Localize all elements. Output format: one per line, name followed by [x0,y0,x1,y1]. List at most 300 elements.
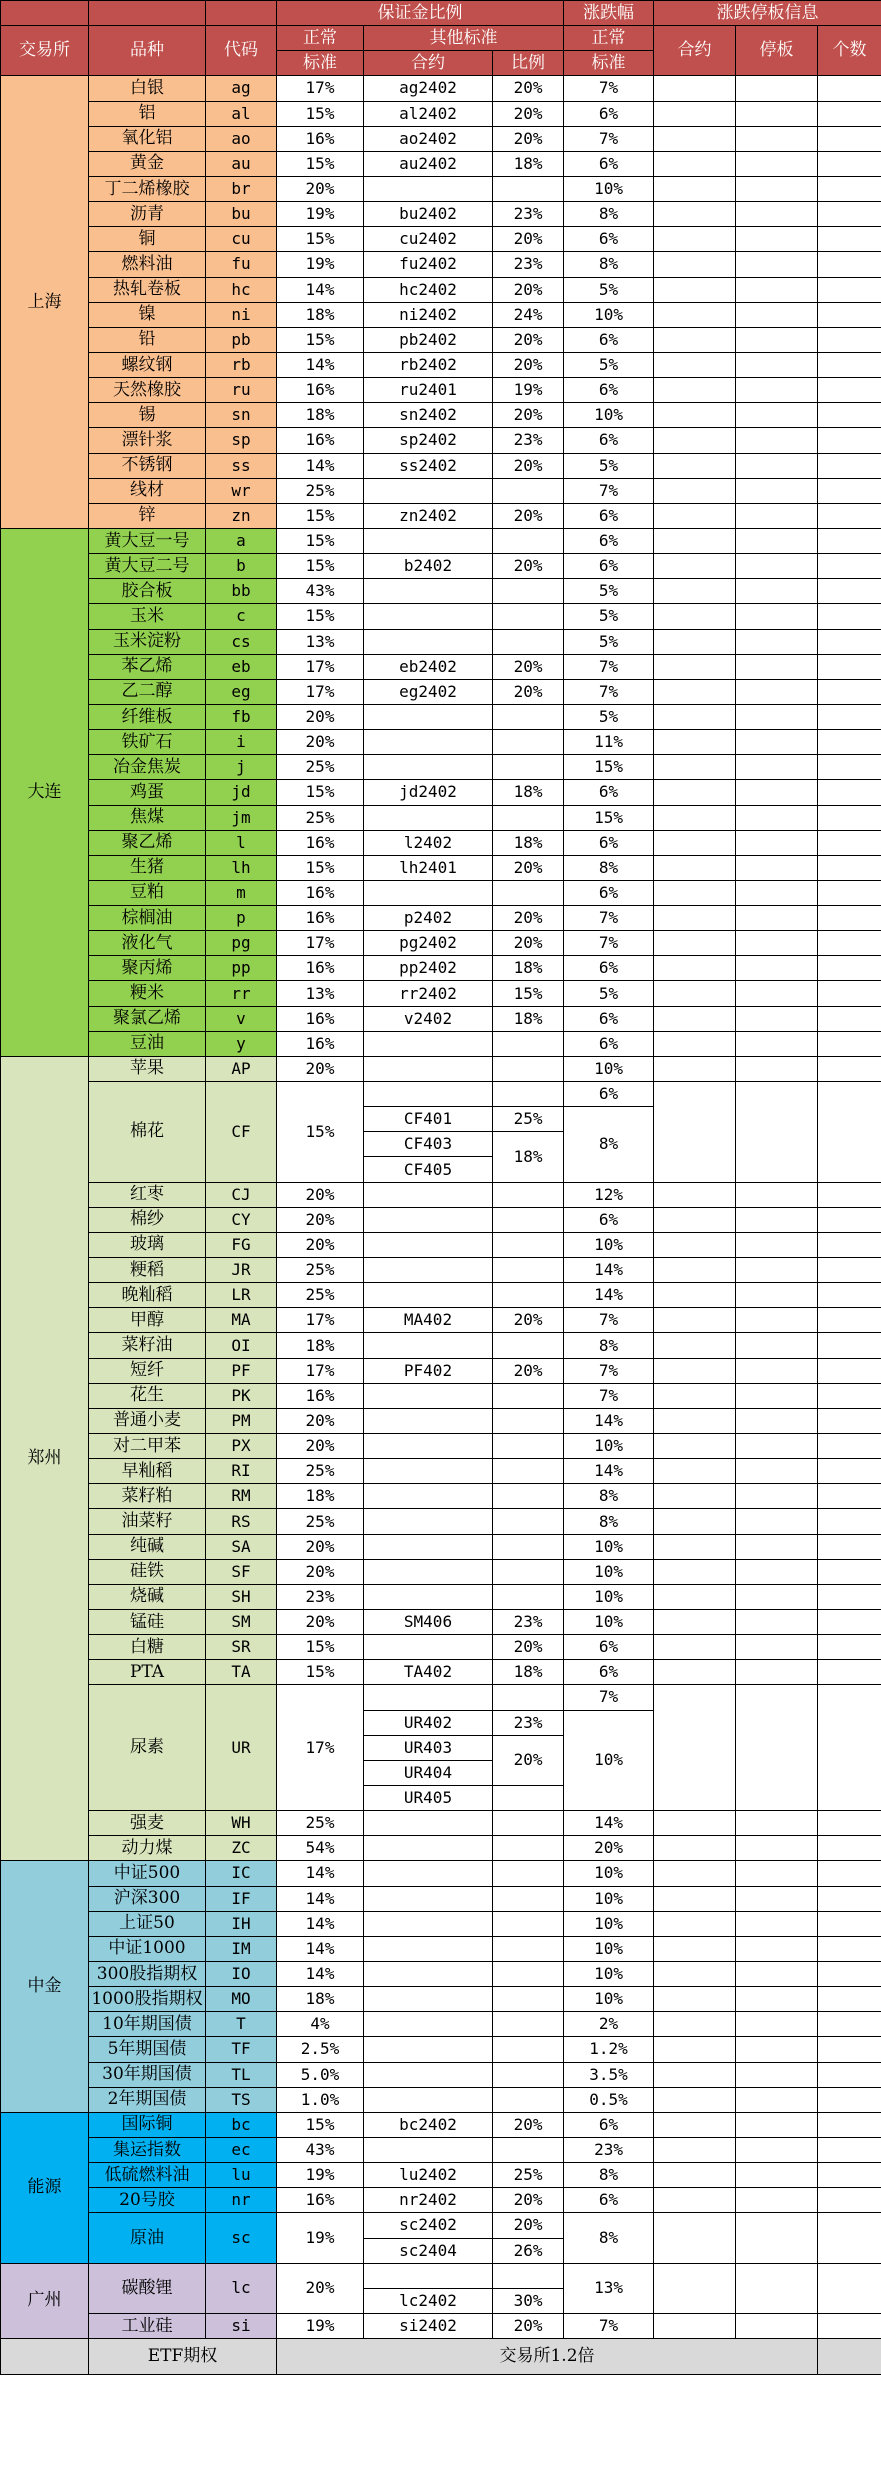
other-ratio [493,880,564,905]
limit-info-cell [818,1408,881,1433]
limit-info-cell [654,453,736,478]
limit-standard: 6% [564,1635,654,1660]
product-code: CJ [206,1182,277,1207]
limit-info-cell [736,1333,818,1358]
margin-standard: 20% [277,176,364,201]
limit-info-cell [818,176,881,201]
limit-standard: 8% [564,1107,654,1182]
other-ratio [493,1685,564,1710]
limit-info-cell [736,2037,818,2062]
limit-info-cell [818,1258,881,1283]
header-limit-info-group: 涨跌停板信息 [654,1,881,26]
limit-info-cell [818,2012,881,2037]
margin-standard: 4% [277,2012,364,2037]
product-name: 30年期国债 [89,2062,206,2087]
limit-standard: 6% [564,956,654,981]
other-ratio [493,1534,564,1559]
margin-standard: 15% [277,503,364,528]
other-ratio [493,1911,564,1936]
product-code: c [206,604,277,629]
product-code: si [206,2313,277,2338]
table-row [1,1509,881,1534]
product-name: 甲醇 [89,1308,206,1333]
limit-info-cell [654,1936,736,1961]
margin-standard: 20% [277,1610,364,1635]
limit-info-cell [654,378,736,403]
limit-standard: 7% [564,931,654,956]
product-name: 锌 [89,503,206,528]
limit-standard: 8% [564,252,654,277]
margin-standard: 19% [277,252,364,277]
other-ratio [493,1987,564,2012]
limit-standard: 6% [564,1660,654,1685]
limit-info-cell [818,704,881,729]
limit-info-cell [818,2062,881,2087]
limit-info-cell [818,1509,881,1534]
limit-info-cell [654,428,736,453]
product-code: AP [206,1056,277,1081]
table-row [1,1258,881,1283]
exchange-name: 上海 [1,76,89,529]
margin-standard: 15% [277,528,364,553]
other-contract [364,1534,493,1559]
limit-info-cell [736,503,818,528]
margin-standard: 15% [277,151,364,176]
table-row [1,327,881,352]
other-contract: nr2402 [364,2188,493,2213]
limit-info-cell [736,1408,818,1433]
margin-standard: 18% [277,1484,364,1509]
other-ratio [493,1383,564,1408]
other-ratio: 20% [493,2313,564,2338]
table-row [1,2087,881,2112]
limit-info-cell [654,755,736,780]
limit-info-cell [818,654,881,679]
table-row [1,2213,881,2238]
other-ratio: 20% [493,2213,564,2238]
limit-info-cell [818,2087,881,2112]
product-code: IM [206,1936,277,1961]
limit-info-cell [818,981,881,1006]
other-ratio [493,1811,564,1836]
limit-info-cell [654,1584,736,1609]
table-row [1,1358,881,1383]
margin-standard: 19% [277,2213,364,2263]
limit-info-cell [736,1660,818,1685]
other-contract [364,2062,493,2087]
product-code: rb [206,352,277,377]
limit-info-cell [736,1031,818,1056]
other-ratio [493,805,564,830]
product-name: 线材 [89,478,206,503]
limit-info-cell [654,2037,736,2062]
other-contract: eb2402 [364,654,493,679]
table-row [1,1283,881,1308]
product-code: cs [206,629,277,654]
limit-standard: 5% [564,579,654,604]
limit-info-cell [736,252,818,277]
product-code: v [206,1006,277,1031]
limit-info-cell [736,1358,818,1383]
other-ratio [493,1836,564,1861]
limit-info-cell [818,1584,881,1609]
margin-standard: 17% [277,76,364,101]
other-contract [364,1232,493,1257]
limit-info-cell [818,1383,881,1408]
margin-standard: 16% [277,428,364,453]
limit-info-cell [736,730,818,755]
other-ratio: 20% [493,1635,564,1660]
product-name: 纯碱 [89,1534,206,1559]
limit-standard: 7% [564,1358,654,1383]
other-contract: sc2404 [364,2238,493,2263]
other-contract: pp2402 [364,956,493,981]
table-row [1,2313,881,2338]
margin-standard: 16% [277,956,364,981]
limit-standard: 10% [564,1232,654,1257]
limit-info-cell [736,1811,818,1836]
limit-info-cell [654,1961,736,1986]
limit-standard: 6% [564,528,654,553]
table-row [1,1635,881,1660]
other-ratio: 20% [493,453,564,478]
other-contract [364,1509,493,1534]
table-row [1,1610,881,1635]
other-ratio: 20% [493,654,564,679]
limit-info-cell [736,755,818,780]
other-contract [364,1408,493,1433]
limit-info-cell [736,906,818,931]
table-row [1,1434,881,1459]
other-contract: lh2401 [364,855,493,880]
limit-info-cell [818,101,881,126]
other-contract: fu2402 [364,252,493,277]
limit-info-cell [736,202,818,227]
other-contract [364,805,493,830]
product-code: CY [206,1207,277,1232]
limit-standard: 10% [564,1961,654,1986]
product-name: 苯乙烯 [89,654,206,679]
table-row [1,428,881,453]
limit-standard: 10% [564,1584,654,1609]
other-contract: lu2402 [364,2163,493,2188]
limit-standard: 7% [564,679,654,704]
margin-standard: 20% [277,1207,364,1232]
table-row [1,906,881,931]
table-row [1,654,881,679]
limit-standard: 7% [564,126,654,151]
product-code: MA [206,1308,277,1333]
margin-standard: 15% [277,604,364,629]
product-name: PTA [89,1660,206,1685]
other-ratio [493,1459,564,1484]
table-row [1,554,881,579]
other-ratio [493,579,564,604]
margin-standard: 25% [277,1811,364,1836]
header-standard: 标准 [277,51,364,76]
other-contract [364,1987,493,2012]
limit-info-cell [736,880,818,905]
product-code: SF [206,1559,277,1584]
limit-info-cell [654,956,736,981]
product-code: SM [206,1610,277,1635]
limit-info-cell [654,931,736,956]
other-contract [364,478,493,503]
limit-info-cell [818,1635,881,1660]
limit-info-cell [818,503,881,528]
limit-info-cell [818,780,881,805]
other-ratio [493,1207,564,1232]
other-ratio [493,755,564,780]
product-code: pb [206,327,277,352]
product-name: 沥青 [89,202,206,227]
product-name: 硅铁 [89,1559,206,1584]
limit-info-cell [654,880,736,905]
limit-info-cell [818,604,881,629]
product-code: ag [206,76,277,101]
other-ratio [493,604,564,629]
header-info-stop: 停板 [736,26,818,76]
table-row [1,1408,881,1433]
margin-standard: 15% [277,1635,364,1660]
product-name: 冶金焦炭 [89,755,206,780]
limit-info-cell [654,1886,736,1911]
margin-standard: 14% [277,1911,364,1936]
product-code: WH [206,1811,277,1836]
product-code: j [206,755,277,780]
table-row [1,1308,881,1333]
limit-standard: 12% [564,1182,654,1207]
limit-info-cell [736,1082,818,1183]
limit-info-cell [818,830,881,855]
limit-info-cell [736,704,818,729]
limit-info-cell [736,1308,818,1333]
limit-info-cell [654,2313,736,2338]
product-name: 黄大豆一号 [89,528,206,553]
table-row [1,126,881,151]
table-row [1,1459,881,1484]
other-contract: lc2402 [364,2288,493,2313]
other-contract: UR404 [364,1760,493,1785]
table-row [1,704,881,729]
limit-info-cell [654,1283,736,1308]
product-name: 棉纱 [89,1207,206,1232]
other-contract: zn2402 [364,503,493,528]
other-contract [364,1635,493,1660]
other-ratio: 20% [493,554,564,579]
table-row [1,679,881,704]
limit-standard: 6% [564,151,654,176]
header-exchange: 交易所 [1,26,89,76]
table-row [1,1660,881,1685]
product-code: i [206,730,277,755]
margin-standard: 1.0% [277,2087,364,2112]
limit-info-cell [654,855,736,880]
other-ratio: 20% [493,855,564,880]
limit-info-cell [736,629,818,654]
other-ratio [493,1056,564,1081]
product-name: 强麦 [89,1811,206,1836]
product-name: 白银 [89,76,206,101]
limit-info-cell [736,2137,818,2162]
limit-standard: 5% [564,453,654,478]
limit-info-cell [736,1434,818,1459]
product-name: 菜籽粕 [89,1484,206,1509]
other-ratio: 25% [493,2163,564,2188]
limit-info-cell [736,1258,818,1283]
product-code: lu [206,2163,277,2188]
limit-standard: 6% [564,1031,654,1056]
limit-info-cell [654,277,736,302]
margin-standard: 14% [277,277,364,302]
limit-info-cell [818,805,881,830]
margin-standard: 15% [277,1082,364,1183]
product-code: cu [206,227,277,252]
limit-standard: 7% [564,906,654,931]
limit-standard: 8% [564,1484,654,1509]
other-contract [364,604,493,629]
limit-info-cell [736,352,818,377]
product-name: 生猪 [89,855,206,880]
limit-standard: 15% [564,755,654,780]
product-name: 铜 [89,227,206,252]
other-contract [364,1559,493,1584]
product-name: 不锈钢 [89,453,206,478]
other-ratio [493,1584,564,1609]
margin-standard: 25% [277,1258,364,1283]
limit-info-cell [818,1333,881,1358]
other-ratio: 18% [493,956,564,981]
limit-info-cell [736,1207,818,1232]
margin-standard: 15% [277,855,364,880]
limit-standard: 3.5% [564,2062,654,2087]
table-row [1,880,881,905]
margin-standard: 17% [277,1308,364,1333]
table-row [1,1861,881,1886]
table-row [1,931,881,956]
margin-standard: 20% [277,1534,364,1559]
limit-info-cell [654,2213,736,2263]
margin-standard: 14% [277,1861,364,1886]
other-ratio [493,1031,564,1056]
other-ratio: 20% [493,126,564,151]
limit-info-cell [654,1836,736,1861]
limit-standard: 23% [564,2137,654,2162]
header-limit-normal: 正常 [564,26,654,51]
limit-info-cell [654,1861,736,1886]
limit-info-cell [736,528,818,553]
limit-info-cell [654,981,736,1006]
other-ratio: 23% [493,1710,564,1735]
other-ratio: 20% [493,1735,564,1785]
product-name: 沪深300 [89,1886,206,1911]
limit-info-cell [736,76,818,101]
limit-info-cell [736,931,818,956]
other-contract: p2402 [364,906,493,931]
limit-info-cell [818,1006,881,1031]
other-contract [364,1459,493,1484]
limit-info-cell [736,2263,818,2313]
header-ratio: 比例 [493,51,564,76]
other-contract [364,2263,493,2288]
other-contract [364,1685,493,1710]
limit-info-cell [736,1056,818,1081]
table-row [1,252,881,277]
other-ratio: 19% [493,378,564,403]
other-ratio: 20% [493,906,564,931]
limit-info-cell [818,2263,881,2313]
limit-info-cell [654,176,736,201]
other-ratio [493,704,564,729]
product-name: 集运指数 [89,2137,206,2162]
limit-info-cell [736,1534,818,1559]
limit-standard: 6% [564,428,654,453]
limit-info-cell [654,1308,736,1333]
limit-info-cell [736,227,818,252]
margin-standard: 20% [277,1559,364,1584]
etf-blank [818,2339,881,2375]
limit-info-cell [654,2137,736,2162]
limit-info-cell [654,654,736,679]
limit-standard: 14% [564,1459,654,1484]
table-row [1,830,881,855]
limit-standard: 5% [564,352,654,377]
other-contract [364,1961,493,1986]
limit-standard: 10% [564,1886,654,1911]
other-contract [364,1484,493,1509]
table-row [1,855,881,880]
margin-standard: 13% [277,981,364,1006]
product-name: 苹果 [89,1056,206,1081]
limit-info-cell [736,2062,818,2087]
header-normal: 正常 [277,26,364,51]
other-ratio [493,1936,564,1961]
other-contract [364,1836,493,1861]
limit-info-cell [654,1811,736,1836]
limit-info-cell [818,1861,881,1886]
product-name: 10年期国债 [89,2012,206,2037]
limit-info-cell [736,679,818,704]
etf-label: ETF期权 [89,2339,277,2375]
table-row [1,981,881,1006]
limit-info-cell [736,1232,818,1257]
limit-standard: 5% [564,629,654,654]
limit-standard: 10% [564,1911,654,1936]
product-name: 热轧卷板 [89,277,206,302]
limit-info-cell [818,1559,881,1584]
table-row [1,227,881,252]
limit-info-cell [736,2213,818,2263]
product-code: TA [206,1660,277,1685]
limit-standard: 0.5% [564,2087,654,2112]
product-name: 原油 [89,2213,206,2263]
product-name: 纤维板 [89,704,206,729]
product-name: 国际铜 [89,2112,206,2137]
limit-info-cell [654,2062,736,2087]
table-row [1,1082,881,1107]
other-contract [364,755,493,780]
product-name: 黄金 [89,151,206,176]
other-contract [364,579,493,604]
limit-info-cell [818,2213,881,2263]
other-ratio [493,1232,564,1257]
table-row [1,1886,881,1911]
limit-info-cell [818,528,881,553]
table-row [1,2188,881,2213]
other-contract [364,1258,493,1283]
product-code: IH [206,1911,277,1936]
product-name: 聚丙烯 [89,956,206,981]
